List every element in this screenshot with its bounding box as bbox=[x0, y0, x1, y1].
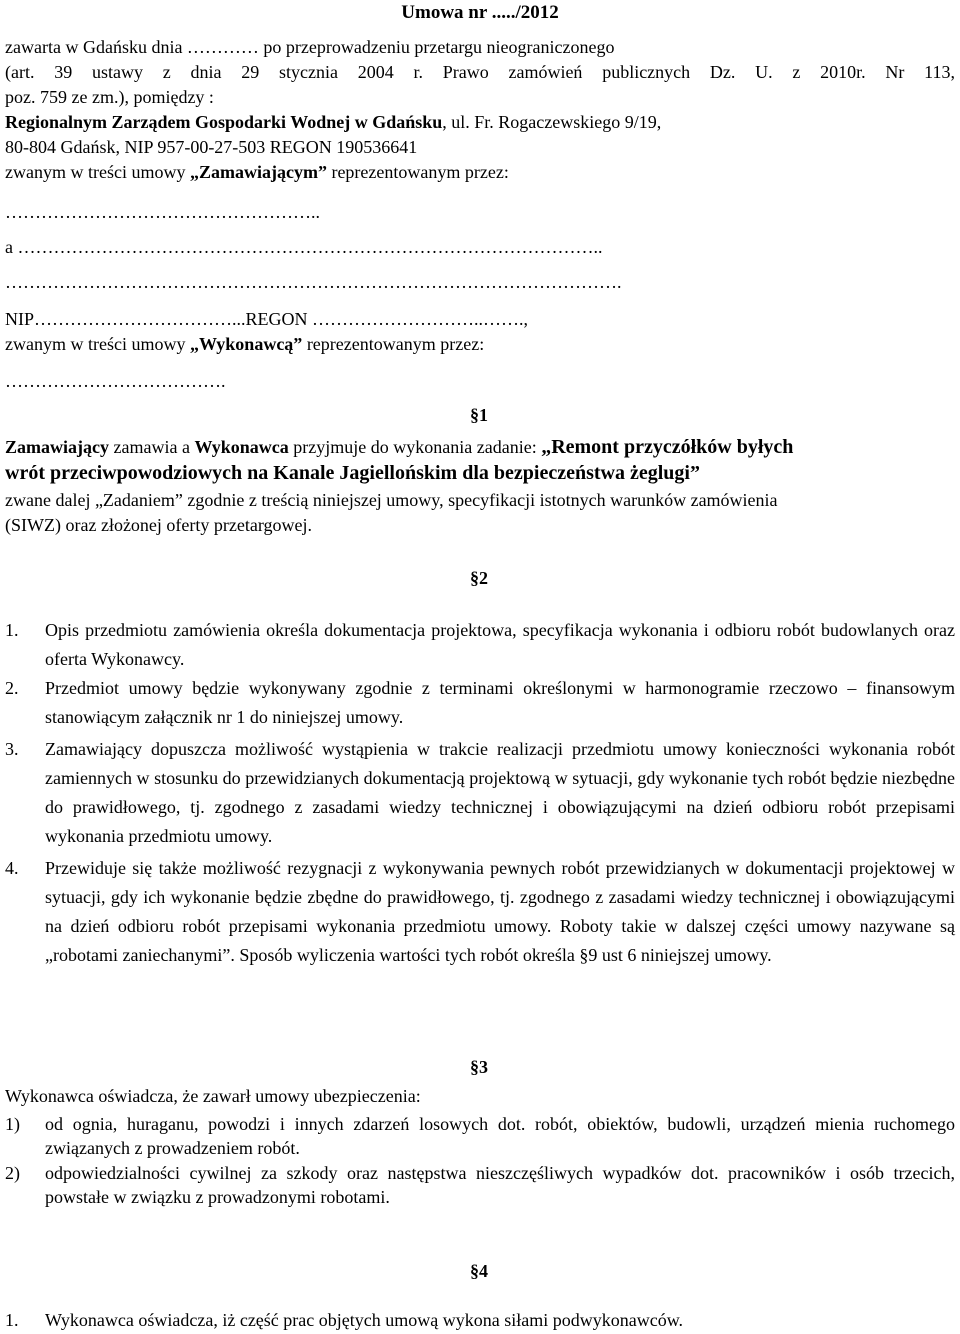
section-3-item-1: od ognia, huraganu, powodzi i innych zdarzeń losowych dot. robót, obiektów, budowli, urządzeń mienia ruchomego związanych z prowadzeniem robót. bbox=[45, 1114, 955, 1158]
intro-line-4 bbox=[5, 111, 955, 133]
section-3-heading: §3 bbox=[470, 1057, 488, 1077]
section-1-line-4: (SIWZ) oraz złożonej oferty przetargowej. bbox=[5, 515, 313, 535]
section-2-item-2-num: 2. bbox=[5, 678, 19, 698]
employer-term: „Zamawiającym” bbox=[189, 162, 327, 182]
section-1-heading: §1 bbox=[470, 405, 488, 425]
contractor-term: Wykonawca bbox=[194, 437, 289, 457]
task-title: „Remont przyczółków byłych bbox=[541, 436, 794, 458]
intro-text: zwanym w treści umowy bbox=[5, 334, 190, 354]
intro-text: reprezentowanym przez: bbox=[302, 334, 485, 354]
intro-text: reprezentowanym przez: bbox=[326, 162, 509, 182]
party-employer-address: , ul. Fr. Rogaczewskiego 9/19, bbox=[442, 112, 662, 132]
section-1-task-line: wrót przeciwpowodziowych na Kanale Jagiellońskim dla bezpieczeństwa żeglugi” bbox=[5, 462, 700, 484]
intro-line-7: …………………………………………….. bbox=[5, 202, 320, 222]
section-3-item-2: odpowiedzialności cywilnej za szkody oraz następstwa nieszczęśliwych wypadków dot. pracowników i osób trzecich, powstałe w związku z prowadzonymi robotami. bbox=[45, 1163, 955, 1207]
section-3-item-1-num: 1) bbox=[5, 1114, 20, 1134]
section-2-item-1-num: 1. bbox=[5, 620, 19, 640]
section-3-intro: Wykonawca oświadcza, że zawarł umowy ubezpieczenia: bbox=[5, 1086, 421, 1106]
section-2-item-2: Przedmiot umowy będzie wykonywany zgodnie z terminami określonymi w harmonogramie rzeczowo – finansowym stanowiącym załącznik nr 1 do niniejszej umowy. bbox=[45, 678, 955, 727]
section-2-item-4: Przewiduje się także możliwość rezygnacji z wykonywania pewnych robót przewidzianych w dokumentacji projektowej w sytuacji, gdy ich wykonanie będzie zbędne do prawidłowego, tj. zgodnego z zasadami wiedzy technicznej i obowiązującymi na dzień odbioru robót przepisami wykonania przedmiotu umowy. Roboty takie w dalszej części umowy nazywane są „robotami zaniechanymi”. Sposób wyliczenia wartości tych robót określa §9 ust 6 niniejszej umowy. bbox=[45, 858, 955, 965]
section-4-item-1: Wykonawca oświadcza, iż część prac objętych umową wykona siłami podwykonawców. bbox=[45, 1310, 684, 1330]
party-employer-name: Regionalnym Zarządem Gospodarki Wodnej w Gdańsku bbox=[5, 112, 443, 132]
intro-line-6 bbox=[5, 161, 955, 183]
contract-title: Umowa nr ...../2012 bbox=[401, 2, 559, 23]
section-2-item-3: Zamawiający dopuszcza możliwość wystąpienia w trakcie realizacji przedmiotu umowy konieczności wykonania robót zamiennych w stosunku do przewidzianych dokumentacją projektową w sytuacji, gdy wykonanie tych robót będzie niezbędne do prawidłowego, tj. zgodnego z zasadami wiedzy technicznej i obowiązującymi na dzień odbioru robót przepisami wykonania przedmiotu umowy. bbox=[45, 739, 955, 846]
intro-line-12: ………………………………. bbox=[5, 371, 226, 391]
intro-text: zwanym w treści umowy bbox=[5, 162, 190, 182]
contractor-term: „Wykonawcą” bbox=[189, 334, 303, 354]
section-2-heading: §2 bbox=[470, 568, 488, 588]
section-2-item-4-num: 4. bbox=[5, 858, 19, 878]
section-3-item-2-num: 2) bbox=[5, 1163, 20, 1183]
section-2-item-3-num: 3. bbox=[5, 739, 19, 759]
section-text: przyjmuje do wykonania zadanie: bbox=[288, 437, 542, 457]
intro-line-10: NIP……………………………...REGON ………………………..……., bbox=[5, 309, 529, 329]
section-2-item-1: Opis przedmiotu zamówienia określa dokumentacja projektowa, specyfikacja wykonania i odbioru robót budowlanych oraz oferta Wykonawcy. bbox=[45, 620, 955, 669]
section-4-heading: §4 bbox=[470, 1261, 488, 1281]
intro-line-9: …………………………………………………………………………………………. bbox=[5, 272, 622, 292]
intro-line-11 bbox=[5, 333, 955, 355]
intro-line-3: poz. 759 ze zm.), pomiędzy : bbox=[5, 87, 214, 107]
intro-line-2: (art. 39 ustawy z dnia 29 stycznia 2004 r. Prawo zamówień publicznych Dz. U. z 2010r. Nr 113, bbox=[5, 62, 955, 82]
section-1-line-1 bbox=[5, 436, 955, 458]
section-1-line-3: zwane dalej „Zadaniem” zgodnie z treścią niniejszej umowy, specyfikacji istotnych warunków zamówienia bbox=[5, 490, 778, 510]
section-4-item-1-num: 1. bbox=[5, 1310, 19, 1330]
intro-line-5: 80-804 Gdańsk, NIP 957-00-27-503 REGON 190536641 bbox=[5, 137, 418, 157]
intro-line-1: zawarta w Gdańsku dnia ………… po przeprowadzeniu przetargu nieograniczonego bbox=[5, 37, 615, 57]
employer-term: Zamawiający bbox=[5, 437, 109, 457]
intro-line-8: a …………………………………………………………………………………….. bbox=[5, 237, 603, 257]
section-text: zamawia a bbox=[108, 437, 195, 457]
